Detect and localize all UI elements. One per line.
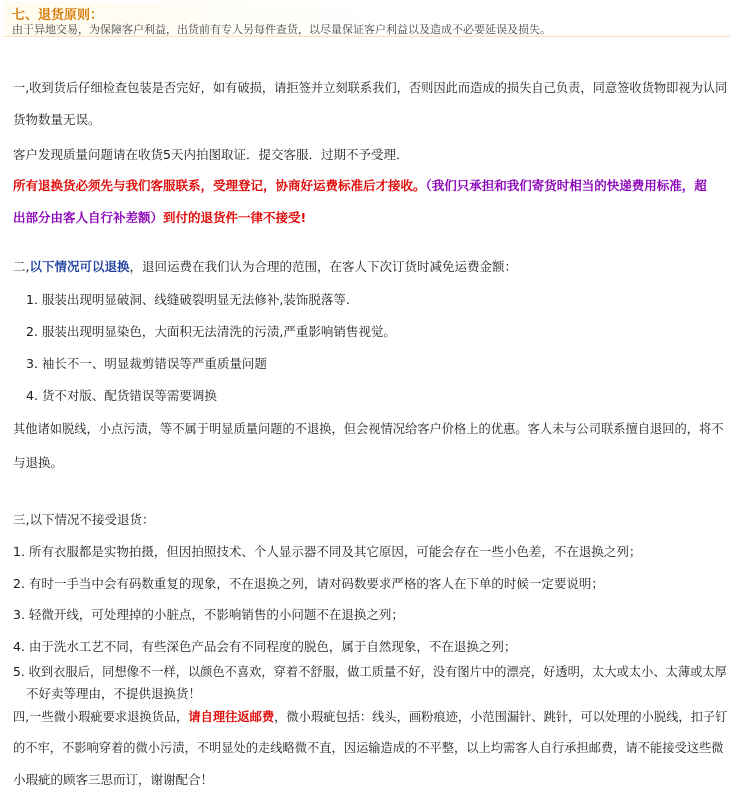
list-item: 1. 服装出现明显破洞、线缝破裂明显无法修补,装饰脱落等. [26, 292, 350, 307]
section4-line1 [13, 709, 727, 725]
list-item: 3. 袖长不一、明显裁剪错误等严重质量问题 [26, 356, 267, 371]
list-item: 2. 有时一手当中会有码数重复的现象，不在退换之列，请对码数要求严格的客人在下单的时候一定要说明； [13, 576, 604, 591]
section-subtitle: 由于异地交易，为保障客户利益，出货前有专人另每件查货，以尽量保证客户利益以及造成不必要延误及损失。 [12, 23, 551, 36]
list-item: 4. 由于洗水工艺不同，有些深色产品会有不同程度的脱色，属于自然现象，不在退换之列； [13, 639, 517, 654]
section4-rest: ，微小瑕疵包括：线头，画粉痕迹，小范围漏针、跳针，可以处理的小脱线，扣子钉 [274, 710, 728, 724]
section1-line2: 货物数量无误。 [13, 112, 101, 127]
policy-extra-purple: 出部分由客人自行补差额） [13, 210, 164, 225]
list-item: 5. 收到衣服后，同想像不一样，以颜色不喜欢，穿着不舒服，做工质量不好，没有图片中的漂亮，好透明，太大或太小、太薄或太厚 [13, 665, 727, 679]
section1-line4 [13, 178, 707, 194]
section2-highlight: 以下情况可以退换 [29, 259, 130, 274]
policy-shipping-purple: （我们只承担和我们寄货时相当的快递费用标准，超 [425, 178, 707, 193]
section2-prefix: 二, [13, 259, 30, 274]
list-item: 2. 服装出现明显染色，大面积无法清洗的污渍,严重影响销售视觉。 [26, 324, 396, 339]
section4-prefix: 四,一些微小瑕疵要求退换货品， [13, 710, 189, 724]
section4-red: 请自理往返邮费 [188, 710, 275, 724]
policy-contact-red: 所有退换货必须先与我们客服联系，受理登记，协商好运费标准后才接收。 [13, 178, 426, 193]
section3-heading: 三,以下情况不接受退货： [13, 512, 155, 527]
list-item: 4. 货不对版、配货错误等需要调换 [26, 388, 217, 403]
section1-line1: 一,收到货后仔细检查包装是否完好，如有破损，请拒签并立刻联系我们，否则因此而造成的损失自己负责，同意签收货物即视为认同 [13, 81, 728, 95]
section2-heading [13, 259, 517, 275]
section4-line3: 小瑕疵的顾客三思而订，谢谢配合！ [13, 772, 214, 787]
section2-rest: ，退回运费在我们认为合理的范围，在客人下次订货时减免运费金额： [129, 259, 518, 274]
list-item: 1. 所有衣服都是实物拍摄，但因拍照技术、个人显示器不同及其它原因，可能会存在一些小色差，不在退换之列； [13, 544, 642, 559]
policy-cod-red: 到付的退货件一律不接受! [163, 210, 307, 225]
list-item: 3. 轻微开线，可处理掉的小脏点，不影响销售的小问题不在退换之列； [13, 607, 404, 622]
section1-line5 [13, 210, 306, 226]
section4-line2: 的不牢，不影响穿着的微小污渍，不明显处的走线略微不直，因运输造成的不平整，以上均需客人自行承担邮费，请不能接受这些微 [13, 741, 724, 755]
section-title: 七、退货原则： [12, 8, 104, 23]
section2-note2: 与退换。 [13, 455, 64, 470]
section1-line3: 客户发现质量问题请在收货5天内拍图取证．提交客服．过期不予受理． [13, 147, 409, 162]
section2-note1: 其他诸如脱线，小点污渍，等不属于明显质量问题的不退换，但会视情况给客户价格上的优惠。客人未与公司联系擅自退回的，将不 [13, 422, 724, 436]
list-item-continuation: 不好卖等理由，不提供退换货！ [26, 686, 202, 701]
